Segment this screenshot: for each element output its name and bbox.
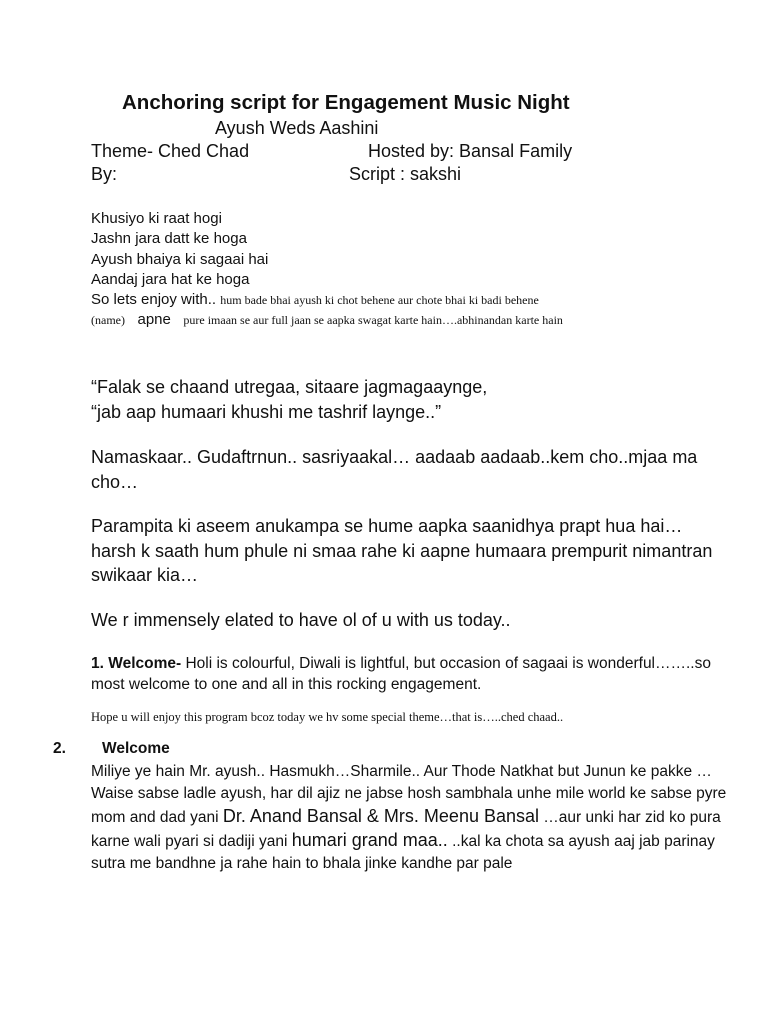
- poem-line: [91, 310, 563, 330]
- hope-line: Hope u will enjoy this program bcoz today we hv some special theme…that is…..ched chaad..: [91, 710, 564, 724]
- namaskaar-paragraph: Namaskaar.. Gudaftrnun.. sasriyaakal… aadaab aadaab..kem cho..mjaa ma cho…: [91, 447, 698, 492]
- poem-text: So lets enjoy with..: [91, 291, 217, 309]
- welcome-2-paragraph: [91, 761, 751, 875]
- poem-text: (name): [91, 313, 125, 328]
- poem-text: hum bade bhai ayush ki chot behene aur chote bhai ki badi behene: [220, 293, 539, 308]
- by-label: By:: [91, 164, 118, 184]
- grand-maa-text: humari grand maa..: [291, 830, 448, 850]
- couplet-line: “jab aap humaari khushi me tashrif laynge..”: [91, 401, 442, 422]
- poem-line: [91, 290, 563, 310]
- falak-couplet: [91, 375, 731, 424]
- elated-paragraph: We r immensely elated to have ol of u with us today..: [91, 610, 511, 630]
- poem-text: pure imaan se aur full jaan se aapka swagat karte hain….abhinandan karte hain: [183, 313, 563, 328]
- welcome-1-label: 1. Welcome-: [91, 655, 182, 672]
- hosted-by-label: Hosted by: Bansal Family: [368, 141, 573, 161]
- welcome-2-text: ..kal ka chota sa ayush aaj jab parinay sutra me bandhne ja rahe hain to bhala jinke kandhe par pale: [91, 833, 715, 872]
- poem-line: Aandaj jara hat ke hoga: [91, 270, 250, 288]
- theme-label: Theme- Ched Chad: [91, 141, 250, 161]
- poem-text: apne: [137, 311, 171, 329]
- welcome-1-paragraph: [91, 654, 731, 695]
- welcome-2-text: Miliye ye hain Mr. ayush.. Hasmukh…Sharmile.. Aur Thode Natkhat but Junun ke pakke …Waise sabse ladle ayush, har dil ajiz ne jabse hosh sambhala unhe mile world ke sabse pyre mom and dad yani: [91, 763, 727, 826]
- welcome-1-text: Holi is colourful, Diwali is lightful, but occasion of sagaai is wonderful……..so most welcome to one and all in this rocking engagement.: [91, 655, 711, 693]
- page-subtitle: Ayush Weds Aashini: [215, 118, 379, 138]
- poem-line: Ayush bhaiya ki sagaai hai: [91, 250, 269, 268]
- parents-names: Dr. Anand Bansal & Mrs. Meenu Bansal: [222, 806, 539, 826]
- page-title: Anchoring script for Engagement Music Night: [122, 91, 570, 114]
- poem-line: Jashn jara datt ke hoga: [91, 230, 247, 248]
- parampita-paragraph: Parampita ki aseem anukampa se hume aapka saanidhya prapt hua hai… harsh k saath hum phule ni smaa rahe ki aapne humaara prempurit nimantran swikaar kia…: [91, 516, 713, 585]
- welcome-2-number: 2.: [53, 740, 66, 757]
- couplet-line: “Falak se chaand utregaa, sitaare jagmagaaynge,: [91, 377, 488, 397]
- opening-poem: [91, 209, 563, 331]
- welcome-2-heading: Welcome: [102, 740, 170, 757]
- poem-line: Khusiyo ki raat hogi: [91, 210, 222, 227]
- script-label: Script : sakshi: [349, 164, 462, 184]
- welcome-2-text: …aur unki har zid ko pura karne wali pyari si dadiji yani: [91, 809, 721, 850]
